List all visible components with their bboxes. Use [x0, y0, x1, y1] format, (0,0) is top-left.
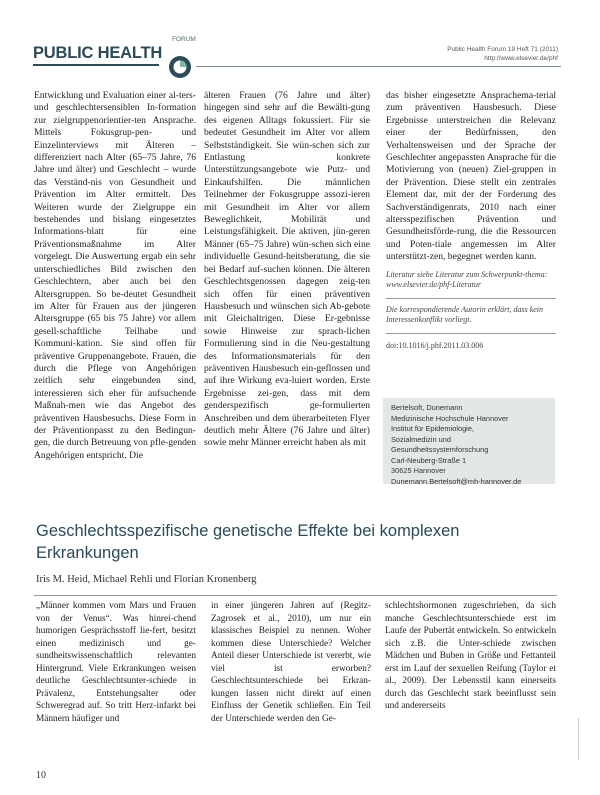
contact-name: Bertelsoft, Dunemann — [391, 403, 463, 412]
contact-line: Gesundheitssystemforschung — [391, 445, 489, 454]
article-column-3 — [385, 600, 556, 713]
article-column-1 — [36, 600, 196, 725]
header-rule — [196, 66, 561, 67]
contact-box — [383, 398, 555, 484]
contact-line: 30625 Hannover — [391, 466, 446, 475]
contact-email: Dunemann.Bertelsoft@mh-hannover.de — [391, 476, 522, 486]
journal-url: http://www.elsevier.de/phf — [484, 55, 558, 62]
contact-line: Medizinische Hochschule Hannover — [391, 413, 509, 423]
contact-line: Carl-Neuberg-Straße 1 — [391, 455, 467, 465]
contact-line: Institut für Epidemiologie, — [391, 424, 474, 433]
note-divider — [386, 298, 556, 299]
body-text: das bisher eingesetzte Ansprachema-terial zum präventiven Hausbesuch. Diese Ergebnisse unterstreichen die Relevanz einer der Bedürfnissen, den Verhaltensweisen und der Sprache der Geschlechter angepassten Ansprache für die Motivierung von (neuen) Ziel-gruppen in der Prävention. Diese stellt ein zentrales Element dar, mit der der Forderung des Sachverständigenrats, 2010 nach einer altersspezifischen Prävention und Gesundheitsförde-rung, die die Ressourcen und Poten-tiale angemessen im Alter unterstützt-zen, begegnet werden kann. — [386, 90, 556, 263]
body-column-2 — [204, 90, 370, 450]
article-title: Geschlechtsspezifische genetische Effekte bei komplexen Erkrankungen — [36, 522, 460, 562]
page-number: 10 — [36, 770, 46, 781]
body-column-3 — [386, 90, 556, 352]
article-text: in einer jüngeren Jahren auf (Regitz-Zagrosek et al., 2010), um nur ein klassisches Beispiel zu nennen. Woher kommen diese Unterschiede? Welcher Anteil dieser Unterschiede ist vererbt, wie viel ist erworben? Geschlechtsunterschiede bei Erkran-kungen lassen nicht direkt auf einen Einfluss der Genetik schließen. Ein Teil der Unterschiede werden den Ge- — [211, 601, 371, 724]
logo-superscript: FORUM — [172, 36, 196, 43]
journal-logo — [33, 36, 196, 63]
logo-text: PUBLIC HEALTH — [33, 44, 163, 62]
scan-edge-mark — [578, 718, 579, 760]
logo-circle-icon — [168, 55, 192, 79]
conflict-note: Die korrespondierende Autorin erklärt, dass kein Interessenkonflikt vorliegt. — [386, 304, 544, 325]
contact-line: Sozialmedizin und — [391, 434, 451, 444]
article-authors: Iris M. Heid, Michael Rehli und Florian Kronenberg — [36, 574, 257, 585]
body-text: älteren Frauen (76 Jahre und älter) hingegen sind sehr auf die Bewälti-gung des eigenen Alltags fokussiert. Für sie bedeutet Gesundheit im Alter vor allem Selbstständigkeit. Sie wün-schen sich zur Entlastung konkrete Unterstützungsangebote wie Putz- und Einkaufshilfen. Die männlichen Teilnehmer der Fokusgruppe assozi-ieren mit Gesundheit im Alter vor allem Beweglichkeit, Mobilität und Leistungsfähigkeit. Die aktiven, jün-geren Männer (65–75 Jahre) wün-schen sich eine individuelle Gesund-heitsberatung, die sie bei Bedarf auf-suchen können. Die älteren Geschlechtsgenossen dagegen zeig-ten sich offen für einen präventiven Hausbesuch und wünschen sich Ab-gebote mit Gleichaltrigen. Diese Er-gebnisse sowie Hinweise zur sprach-lichen Formulierung sind in die Neu-gestaltung des Informationsmaterials für den präventiven Hausbesuch ein-geflossen und auf ihre Wirkung eva-luiert worden. Erste Ergebnisse zei-gen, dass mit dem genderspezifisch ge-formulierten Anschreiben und dem überarbeiteten Flyer deutlich mehr Ältere (76 Jahre und älter) sowie mehr Männer erreicht haben als mit — [204, 90, 370, 449]
body-text: Entwicklung und Evaluation einer al-ters- und geschlechtersensiblen In-formation zur zielgruppenorientier-ten Ansprache. Mittels Fokusgrup-pen- und Einzelinterviews mit Älteren – differenziert nach Alter (65–75 Jahre, 76 Jahre und älter) und Geschlecht – wurde das Verständ-nis von Gesundheit und Prävention im Alter ermittelt. Des Weiteren wurde der Zielgruppe ein bestehendes und bislang eingesetztes Informations-blatt für eine Präventionsmaßnahme im Alter vorgelegt. Die Auswertung ergab ein sehr unterschiedliches Bild zwischen den Geschlechtern, aber auch bei den Altersgruppen. So be-deutet Gesundheit im Alter für Frauen aus der jüngeren Altersgruppe (65 bis 75 Jahre) vor allem gesell-schaftliche Teilhabe und Kommuni-kation. Sie sind offen für präventive Gruppenangebote. Frauen, die durch die Pflege von Angehörigen zeitlich sehr eingebunden sind, interessieren sich eher für aufsuchende Maßnah-men wie das Angebot des präventiven Hausbesuchs. Diese Form in der Präventionpasst zu den Bedingun-gen, die durch Betreuung von pfle-genden Angehörigen entspricht. Die — [34, 90, 196, 461]
logo-underline — [33, 64, 159, 66]
journal-citation: Public Health Forum 19 Heft 71 (2011) — [447, 46, 558, 53]
doi-text: doi:10.1016/j.phf.2011.03.006 — [386, 340, 484, 350]
journal-info — [400, 45, 558, 63]
article-column-2 — [211, 600, 371, 725]
article-text: „Männer kommen vom Mars und Frauen von der Venus“. Was hinrei-chend humorigen Gesprächsstoff lie-fert, besitzt einen medizinisch und ge-sundheitswissenschaftlich relevanten Hintergrund. Viele Erkrankungen weisen deutliche Geschlechtsunter-schiede in Prävalenz, Entstehungsalter oder Schweregrad auf. So tritt Herz-infarkt bei Männern häufiger und — [36, 601, 196, 724]
body-column-1 — [34, 90, 196, 462]
literature-note: Literatur siehe Literatur zum Schwerpunkt-thema: www.elsevier.de/phf-Literatur — [386, 269, 548, 290]
article-divider — [34, 595, 557, 596]
note-divider — [386, 333, 556, 334]
article-text: schlechtshormonen zugeschrieben, da sich manche Geschlechtsunterschiede erst im Laufe der Pubertät entwickeln. So entwickeln sich z.B. die Unter-schiede zwischen Mädchen und Buben in Größe und Fettanteil erst im Lauf der sexuellen Reifung (Taylor et al., 2009). Der Lebensstil kann einerseits durch das Geschlecht stark beeinflusst sein und andererseits — [385, 601, 556, 711]
